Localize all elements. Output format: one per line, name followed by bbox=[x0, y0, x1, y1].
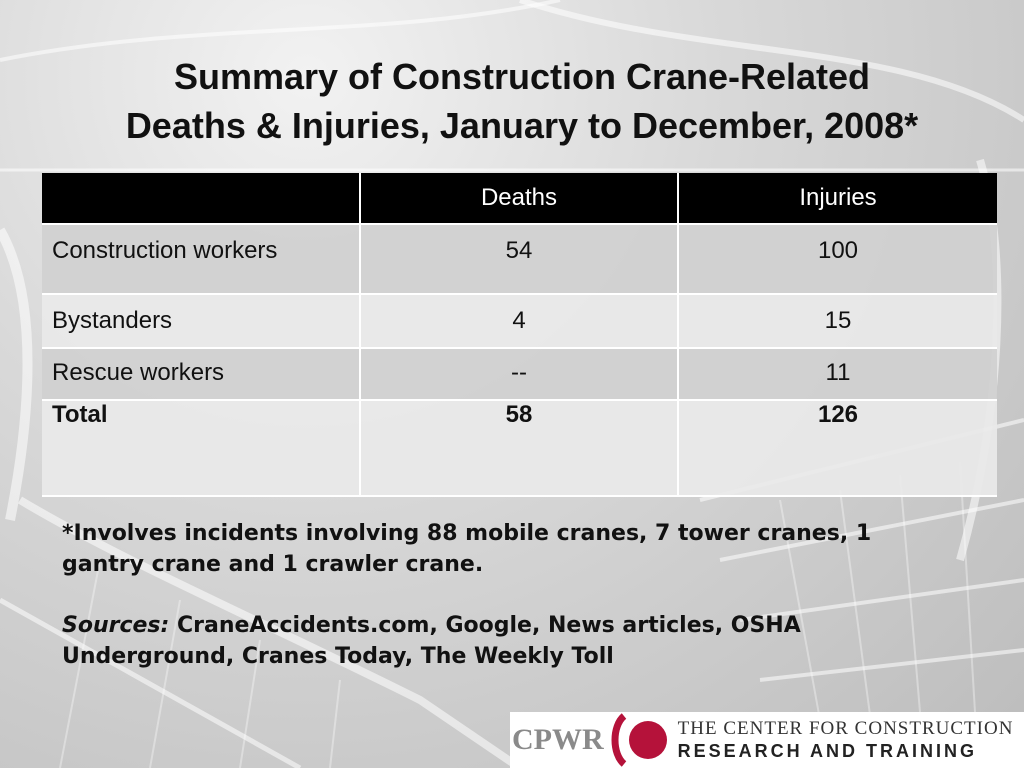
total-injuries: 126 bbox=[678, 400, 997, 496]
header-injuries: Injuries bbox=[678, 173, 997, 224]
total-deaths: 58 bbox=[360, 400, 678, 496]
deaths-value: -- bbox=[360, 348, 678, 400]
header-empty bbox=[42, 173, 360, 224]
logo-line-2: RESEARCH AND TRAINING bbox=[677, 741, 977, 761]
sources bbox=[62, 610, 942, 672]
page-title bbox=[40, 52, 1004, 150]
table-row bbox=[42, 348, 997, 400]
cpwr-logo bbox=[510, 712, 1024, 768]
injuries-value: 100 bbox=[678, 224, 997, 294]
sources-text: CraneAccidents.com, Google, News articles, OSHA Underground, Cranes Today, The Weekly Toll bbox=[62, 613, 801, 669]
total-row bbox=[42, 400, 997, 496]
table-header-row bbox=[42, 173, 997, 224]
footnote: *Involves incidents involving 88 mobile cranes, 7 tower cranes, 1 gantry crane and 1 crawler crane. bbox=[62, 521, 872, 577]
row-label: Rescue workers bbox=[42, 348, 360, 400]
logo-acronym: CPWR bbox=[512, 723, 604, 756]
row-label: Construction workers bbox=[42, 224, 360, 294]
injuries-value: 15 bbox=[678, 294, 997, 348]
casualty-table bbox=[42, 173, 997, 497]
injuries-value: 11 bbox=[678, 348, 997, 400]
table-row bbox=[42, 224, 997, 294]
sources-label: Sources: bbox=[62, 613, 170, 638]
logo-line-1: THE CENTER FOR CONSTRUCTION bbox=[677, 718, 1014, 739]
header-deaths: Deaths bbox=[360, 173, 678, 224]
cpwr-logo-mark-icon bbox=[610, 712, 670, 768]
deaths-value: 54 bbox=[360, 224, 678, 294]
deaths-value: 4 bbox=[360, 294, 678, 348]
title-line-2: Deaths & Injuries, January to December, 2008* bbox=[125, 105, 919, 146]
row-label: Bystanders bbox=[42, 294, 360, 348]
table-row bbox=[42, 294, 997, 348]
total-label: Total bbox=[42, 400, 360, 496]
logo-text bbox=[678, 718, 1014, 762]
title-line-1: Summary of Construction Crane-Related bbox=[173, 56, 871, 97]
